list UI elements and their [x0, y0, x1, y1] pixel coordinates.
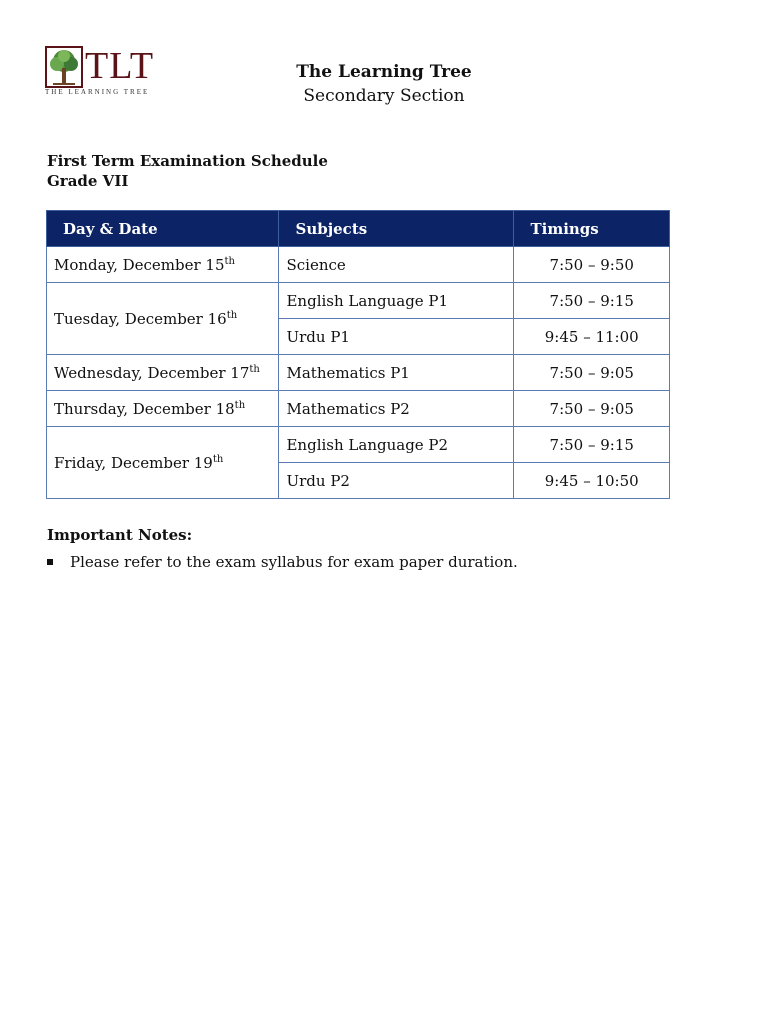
ordinal-suffix: th [224, 255, 235, 267]
note-text: Please refer to the exam syllabus for exam paper duration. [70, 553, 518, 571]
ordinal-suffix: th [226, 309, 238, 321]
column-header-subjects: Subjects [279, 211, 514, 247]
subject-cell: Mathematics P1 [279, 355, 514, 391]
ordinal-suffix: th [212, 453, 224, 465]
note-item [47, 553, 518, 571]
subject-cell: English Language P1 [279, 283, 514, 319]
table-row [47, 355, 670, 391]
day-date-cell [47, 283, 279, 355]
subject-cell: English Language P2 [279, 427, 514, 463]
day-text: Wednesday, December 17 [54, 363, 250, 382]
timing-cell: 7:50 – 9:15 [514, 427, 670, 463]
table-header-row [47, 211, 670, 247]
notes-title: Important Notes: [47, 526, 193, 544]
timing-cell: 9:45 – 10:50 [514, 463, 670, 499]
timing-cell: 7:50 – 9:15 [514, 283, 670, 319]
day-date-cell [47, 427, 279, 499]
timing-cell: 7:50 – 9:05 [514, 391, 670, 427]
logo-letters: TLT [85, 45, 155, 87]
timing-cell: 7:50 – 9:50 [514, 247, 670, 283]
table-row [47, 247, 670, 283]
column-header-timings: Timings [514, 211, 670, 247]
org-name: The Learning Tree [296, 62, 472, 82]
timing-cell: 7:50 – 9:05 [514, 355, 670, 391]
timing-cell: 9:45 – 11:00 [514, 319, 670, 355]
table-row [47, 391, 670, 427]
day-text: Friday, December 19 [54, 453, 213, 472]
day-date-cell [47, 247, 279, 283]
section-name: Secondary Section [303, 86, 465, 106]
logo-tagline: THE LEARNING TREE [45, 88, 150, 96]
grade-label: Grade VII [47, 172, 129, 190]
ordinal-suffix: th [249, 363, 260, 375]
subject-cell: Urdu P1 [279, 319, 514, 355]
exam-schedule-table [46, 210, 670, 499]
column-header-day: Day & Date [47, 211, 279, 247]
square-bullet-icon [47, 559, 53, 565]
day-date-cell [47, 391, 279, 427]
subject-cell: Science [279, 247, 514, 283]
day-text: Tuesday, December 16 [54, 309, 227, 328]
ordinal-suffix: th [234, 399, 246, 411]
document-title: First Term Examination Schedule [47, 152, 328, 170]
table-row [47, 283, 670, 319]
day-text: Thursday, December 18 [54, 399, 235, 418]
subject-cell: Mathematics P2 [279, 391, 514, 427]
document-title-block [47, 151, 328, 191]
notes-list [47, 553, 518, 571]
day-text: Monday, December 15 [54, 255, 225, 274]
subject-cell: Urdu P2 [279, 463, 514, 499]
day-date-cell [47, 355, 279, 391]
table-row [47, 427, 670, 463]
